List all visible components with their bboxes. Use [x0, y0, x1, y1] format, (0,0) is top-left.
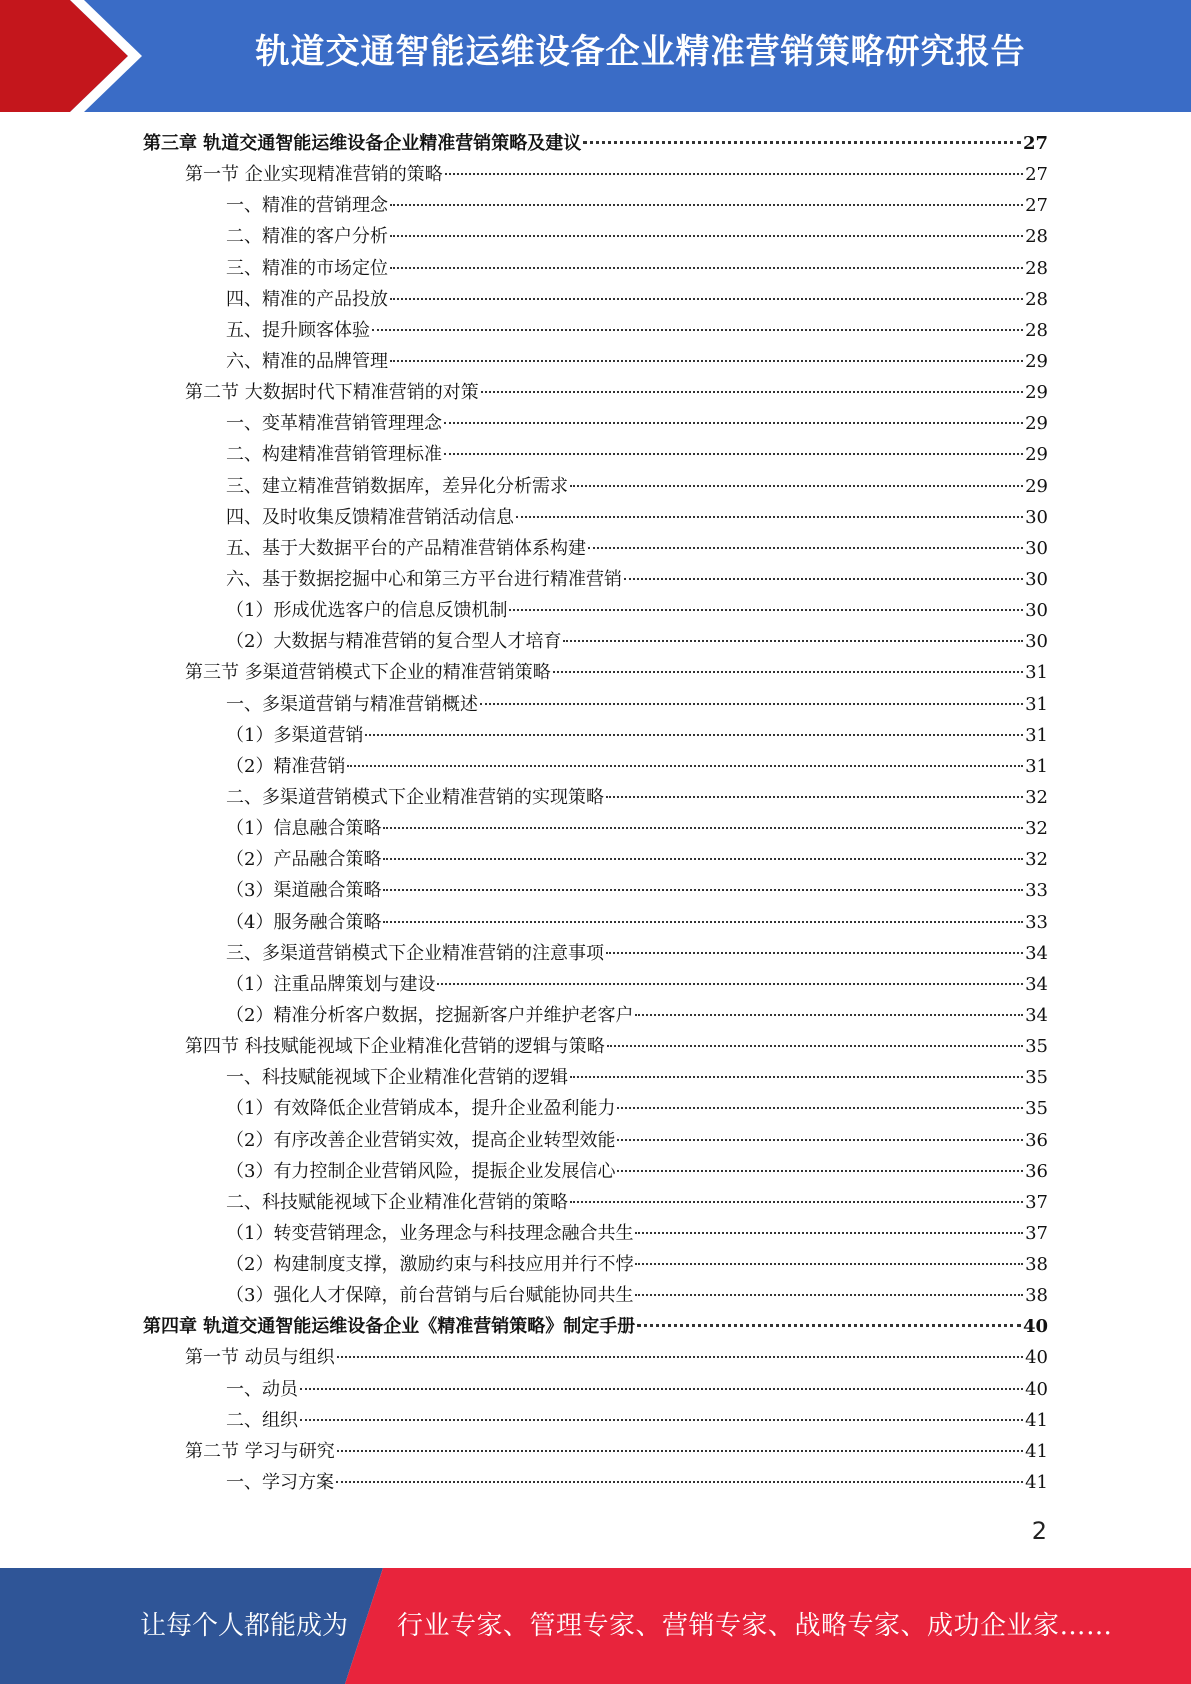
toc-entry[interactable] — [143, 1436, 1048, 1467]
toc-entry-title: 第二节 学习与研究 — [185, 1440, 335, 1462]
header-arrow-decoration — [0, 0, 150, 112]
toc-dot-leader — [570, 1076, 1023, 1078]
toc-entry[interactable] — [143, 284, 1048, 315]
toc-entry-title: 三、多渠道营销模式下企业精准营销的注意事项 — [226, 942, 604, 964]
toc-entry-page: 38 — [1025, 1285, 1048, 1307]
toc-entry-title: （2）精准营销 — [226, 755, 346, 777]
toc-dot-leader — [347, 765, 1023, 767]
header-band — [0, 0, 1191, 112]
toc-entry-page: 40 — [1022, 1316, 1048, 1338]
toc-dot-leader — [365, 734, 1023, 736]
footer-band — [0, 1568, 1191, 1684]
toc-entry-page: 27 — [1025, 195, 1048, 217]
toc-entry-title: 一、科技赋能视域下企业精准化营销的逻辑 — [226, 1067, 568, 1089]
toc-entry-page: 34 — [1025, 942, 1048, 964]
toc-entry[interactable] — [143, 471, 1048, 502]
toc-dot-leader — [480, 703, 1023, 705]
report-title: 轨道交通智能运维设备企业精准营销策略研究报告 — [255, 32, 1026, 72]
toc-entry-title: （2）有序改善企业营销实效，提高企业转型效能 — [226, 1129, 616, 1151]
toc-entry-page: 36 — [1025, 1160, 1048, 1182]
toc-entry[interactable] — [143, 408, 1048, 439]
toc-dot-leader — [437, 983, 1023, 985]
toc-entry[interactable] — [143, 657, 1048, 688]
toc-entry[interactable] — [143, 595, 1048, 626]
toc-dot-leader — [617, 1107, 1023, 1109]
toc-entry-title: 四、及时收集反馈精准营销活动信息 — [226, 506, 514, 528]
toc-entry-title: 五、提升顾客体验 — [226, 319, 370, 341]
toc-entry-page: 32 — [1025, 818, 1048, 840]
toc-entry-title: 二、构建精准营销管理标准 — [226, 444, 442, 466]
toc-entry[interactable] — [143, 1093, 1048, 1124]
toc-dot-leader — [390, 267, 1023, 269]
toc-entry[interactable] — [143, 190, 1048, 221]
toc-dot-leader — [390, 235, 1023, 237]
toc-entry-page: 41 — [1025, 1440, 1048, 1462]
toc-entry-title: 四、精准的产品投放 — [226, 288, 388, 310]
toc-dot-leader — [383, 858, 1023, 860]
toc-entry-page: 28 — [1025, 257, 1048, 279]
toc-entry[interactable] — [143, 346, 1048, 377]
toc-dot-leader — [383, 889, 1023, 891]
footer-slogan-right: 行业专家、管理专家、营销专家、战略专家、成功企业家…… — [397, 1611, 1113, 1641]
toc-entry-title: （2）大数据与精准营销的复合型人才培育 — [226, 631, 562, 653]
toc-entry[interactable] — [143, 1374, 1048, 1405]
toc-dot-leader — [390, 360, 1023, 362]
toc-entry-page: 35 — [1025, 1098, 1048, 1120]
toc-entry-title: （1）有效降低企业营销成本，提升企业盈利能力 — [226, 1098, 616, 1120]
toc-entry-page: 29 — [1025, 350, 1048, 372]
toc-entry-title: 第三节 多渠道营销模式下企业的精准营销策略 — [185, 662, 551, 684]
toc-dot-leader — [570, 485, 1023, 487]
toc-dot-leader — [390, 204, 1023, 206]
toc-dot-leader — [588, 547, 1023, 549]
toc-entry-page: 34 — [1025, 1004, 1048, 1026]
toc-entry[interactable] — [143, 439, 1048, 470]
toc-entry-title: 三、建立精准营销数据库，差异化分析需求 — [226, 475, 568, 497]
toc-dot-leader — [337, 1450, 1023, 1452]
toc-entry-title: 一、学习方案 — [226, 1472, 334, 1494]
toc-entry[interactable] — [143, 938, 1048, 969]
toc-dot-leader — [635, 1263, 1023, 1265]
toc-entry[interactable] — [143, 1000, 1048, 1031]
toc-entry-page: 33 — [1025, 880, 1048, 902]
footer-slogan-left: 让每个人都能成为 — [140, 1611, 349, 1641]
toc-entry-title: （3）强化人才保障，前台营销与后台赋能协同共生 — [226, 1285, 634, 1307]
toc-entry-title: 二、组织 — [226, 1409, 298, 1431]
toc-entry-page: 29 — [1025, 444, 1048, 466]
toc-entry-page: 30 — [1025, 537, 1048, 559]
toc-entry[interactable] — [143, 1156, 1048, 1187]
toc-dot-leader — [635, 1294, 1023, 1296]
toc-entry[interactable] — [143, 1280, 1048, 1311]
toc-entry[interactable] — [143, 751, 1048, 782]
toc-entry-page: 40 — [1025, 1347, 1048, 1369]
toc-entry[interactable] — [143, 315, 1048, 346]
toc-dot-leader — [635, 1014, 1023, 1016]
toc-entry-title: 一、多渠道营销与精准营销概述 — [226, 693, 478, 715]
toc-entry-title: 第四节 科技赋能视域下企业精准化营销的逻辑与策略 — [185, 1036, 605, 1058]
toc-entry-page: 27 — [1022, 133, 1048, 154]
toc-entry-page: 37 — [1025, 1222, 1048, 1244]
toc-entry[interactable] — [143, 1125, 1048, 1156]
toc-entry[interactable] — [143, 1467, 1048, 1498]
toc-entry[interactable] — [143, 875, 1048, 906]
toc-entry-page: 32 — [1025, 786, 1048, 808]
toc-entry-title: （4）服务融合策略 — [226, 911, 382, 933]
toc-entry[interactable] — [143, 720, 1048, 751]
toc-entry[interactable] — [143, 564, 1048, 595]
toc-entry[interactable] — [143, 1062, 1048, 1093]
toc-entry-page: 41 — [1025, 1409, 1048, 1431]
toc-entry-title: 第四章 轨道交通智能运维设备企业《精准营销策略》制定手册 — [143, 1316, 636, 1338]
toc-entry-title: （3）有力控制企业营销风险，提振企业发展信心 — [226, 1160, 616, 1182]
toc-dot-leader — [635, 1232, 1023, 1234]
toc-entry[interactable] — [143, 689, 1048, 720]
toc-entry-title: 一、变革精准营销管理理念 — [226, 413, 442, 435]
toc-dot-leader — [300, 1388, 1023, 1390]
toc-entry-title: （1）形成优选客户的信息反馈机制 — [226, 600, 508, 622]
toc-dot-leader — [553, 671, 1023, 673]
toc-dot-leader — [444, 422, 1023, 424]
toc-entry-page: 30 — [1025, 506, 1048, 528]
toc-dot-leader — [383, 921, 1023, 923]
toc-entry[interactable] — [143, 1249, 1048, 1280]
toc-entry[interactable] — [143, 159, 1048, 190]
toc-dot-leader — [300, 1419, 1023, 1421]
toc-entry-page: 30 — [1025, 600, 1048, 622]
toc-entry-page: 35 — [1025, 1067, 1048, 1089]
toc-entry-title: 第一节 动员与组织 — [185, 1347, 335, 1369]
toc-entry-page: 31 — [1025, 662, 1048, 684]
toc-dot-leader — [509, 609, 1023, 611]
toc-entry[interactable] — [143, 1218, 1048, 1249]
toc-entry-title: （1）信息融合策略 — [226, 818, 382, 840]
toc-entry-title: 第二节 大数据时代下精准营销的对策 — [185, 382, 479, 404]
toc-dot-leader — [607, 1045, 1023, 1047]
toc-dot-leader — [390, 298, 1023, 300]
toc-entry[interactable] — [143, 128, 1048, 159]
table-of-contents — [143, 128, 1048, 1498]
toc-entry-title: 一、动员 — [226, 1378, 298, 1400]
toc-entry[interactable] — [143, 221, 1048, 252]
toc-entry-page: 41 — [1025, 1472, 1048, 1494]
toc-entry[interactable] — [143, 1342, 1048, 1373]
toc-dot-leader — [624, 578, 1023, 580]
toc-entry-page: 31 — [1025, 693, 1048, 715]
toc-dot-leader — [444, 453, 1023, 455]
toc-entry-title: 二、科技赋能视域下企业精准化营销的策略 — [226, 1191, 568, 1213]
toc-dot-leader — [606, 796, 1023, 798]
toc-dot-leader — [570, 1201, 1023, 1203]
toc-entry-page: 34 — [1025, 973, 1048, 995]
toc-dot-leader — [606, 952, 1023, 954]
page-number: 2 — [1031, 1517, 1047, 1545]
toc-entry-page: 31 — [1025, 755, 1048, 777]
toc-entry-title: 第三章 轨道交通智能运维设备企业精准营销策略及建议 — [143, 133, 582, 154]
toc-entry-title: 三、精准的市场定位 — [226, 257, 388, 279]
toc-entry-title: （1）转变营销理念，业务理念与科技理念融合共生 — [226, 1222, 634, 1244]
toc-entry-page: 35 — [1025, 1036, 1048, 1058]
toc-dot-leader — [372, 329, 1023, 331]
toc-dot-leader — [563, 640, 1023, 642]
toc-entry-page: 31 — [1025, 724, 1048, 746]
toc-entry[interactable] — [143, 253, 1048, 284]
toc-entry-title: 第一节 企业实现精准营销的策略 — [185, 164, 443, 186]
toc-entry-page: 37 — [1025, 1191, 1048, 1213]
toc-dot-leader — [637, 1324, 1021, 1327]
toc-entry-page: 30 — [1025, 631, 1048, 653]
toc-entry-page: 30 — [1025, 568, 1048, 590]
toc-entry[interactable] — [143, 502, 1048, 533]
toc-entry[interactable] — [143, 782, 1048, 813]
toc-entry-title: （1）注重品牌策划与建设 — [226, 973, 436, 995]
toc-dot-leader — [445, 173, 1023, 175]
toc-entry-page: 32 — [1025, 849, 1048, 871]
toc-entry[interactable] — [143, 1187, 1048, 1218]
toc-dot-leader — [617, 1170, 1023, 1172]
toc-entry-title: （2）精准分析客户数据，挖掘新客户并维护老客户 — [226, 1004, 634, 1026]
toc-dot-leader — [383, 827, 1023, 829]
toc-entry-title: （3）渠道融合策略 — [226, 880, 382, 902]
toc-entry[interactable] — [143, 907, 1048, 938]
toc-entry[interactable] — [143, 533, 1048, 564]
toc-entry-title: （2）产品融合策略 — [226, 849, 382, 871]
toc-entry-title: 六、精准的品牌管理 — [226, 350, 388, 372]
toc-entry[interactable] — [143, 1405, 1048, 1436]
toc-entry-page: 28 — [1025, 226, 1048, 248]
toc-entry-page: 33 — [1025, 911, 1048, 933]
toc-entry[interactable] — [143, 969, 1048, 1000]
toc-dot-leader — [481, 391, 1023, 393]
toc-dot-leader — [336, 1481, 1023, 1483]
toc-entry-title: 二、多渠道营销模式下企业精准营销的实现策略 — [226, 786, 604, 808]
toc-entry[interactable] — [143, 844, 1048, 875]
toc-entry-title: 六、基于数据挖掘中心和第三方平台进行精准营销 — [226, 568, 622, 590]
toc-entry[interactable] — [143, 626, 1048, 657]
toc-entry-title: 一、精准的营销理念 — [226, 195, 388, 217]
toc-entry-page: 28 — [1025, 288, 1048, 310]
toc-entry-title: 五、基于大数据平台的产品精准营销体系构建 — [226, 537, 586, 559]
toc-entry-page: 29 — [1025, 382, 1048, 404]
toc-entry-page: 27 — [1025, 164, 1048, 186]
toc-entry-title: 二、精准的客户分析 — [226, 226, 388, 248]
toc-entry-page: 28 — [1025, 319, 1048, 341]
toc-dot-leader — [337, 1356, 1023, 1358]
toc-dot-leader — [583, 141, 1021, 144]
toc-entry-title: （2）构建制度支撑，激励约束与科技应用并行不悖 — [226, 1254, 634, 1276]
toc-entry-page: 29 — [1025, 413, 1048, 435]
toc-entry[interactable] — [143, 377, 1048, 408]
toc-entry[interactable] — [143, 813, 1048, 844]
toc-entry[interactable] — [143, 1311, 1048, 1342]
toc-entry[interactable] — [143, 1031, 1048, 1062]
toc-dot-leader — [516, 516, 1023, 518]
toc-entry-page: 38 — [1025, 1254, 1048, 1276]
toc-entry-page: 40 — [1025, 1378, 1048, 1400]
toc-entry-page: 29 — [1025, 475, 1048, 497]
toc-dot-leader — [617, 1139, 1023, 1141]
toc-entry-title: （1）多渠道营销 — [226, 724, 364, 746]
toc-entry-page: 36 — [1025, 1129, 1048, 1151]
